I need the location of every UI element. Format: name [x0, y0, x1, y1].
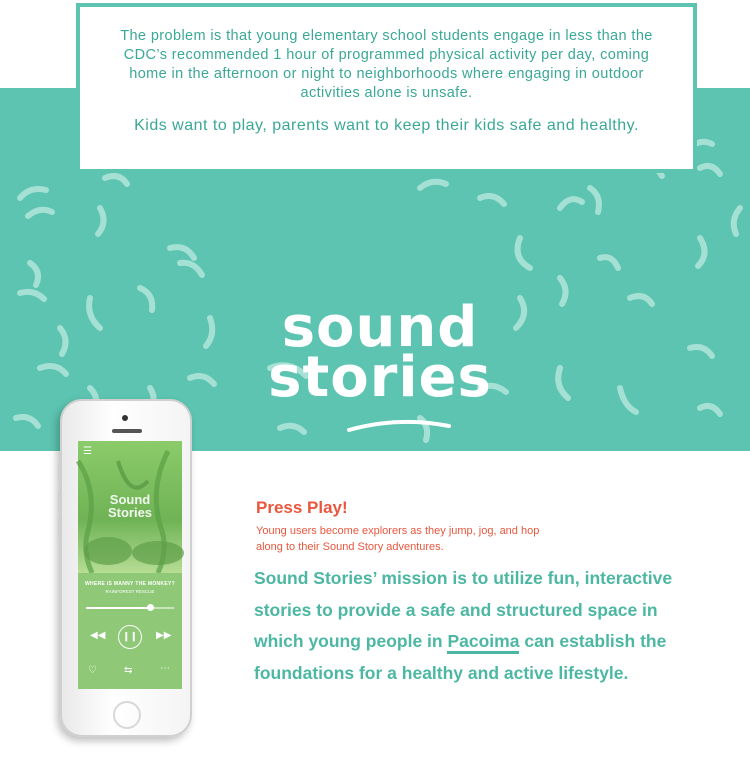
audio-player — [78, 573, 182, 689]
progress-fill — [86, 607, 150, 609]
heart-icon[interactable]: ♡ — [88, 665, 97, 676]
logo-swoosh — [345, 418, 455, 438]
screen-logo-line1: Sound — [109, 492, 151, 507]
logo-line-sound: sound — [281, 295, 479, 360]
hamburger-menu-icon[interactable]: ☰ — [83, 446, 92, 457]
more-icon[interactable]: ⋯ — [160, 663, 170, 674]
sound-stories-logo — [250, 295, 510, 410]
phone-mockup — [60, 399, 192, 737]
screen-logo — [78, 493, 182, 519]
fast-forward-icon[interactable]: ▶▶ — [156, 630, 172, 641]
song-subtitle: RAINFOREST RESCUE — [105, 589, 155, 594]
problem-tagline: Kids want to play, parents want to keep their kids safe and healthy. — [134, 117, 639, 134]
progress-bar[interactable] — [86, 607, 174, 609]
mission-highlight-pacoima: Pacoima — [447, 631, 519, 654]
phone-screen — [78, 441, 182, 689]
press-play-heading: Press Play! — [256, 498, 348, 517]
rewind-icon[interactable]: ◀◀ — [90, 630, 106, 641]
phone-mute-switch — [58, 465, 61, 479]
progress-handle[interactable] — [147, 604, 154, 611]
mission-statement — [254, 563, 674, 689]
story-cover-art — [78, 441, 182, 573]
press-play-tagline: PRESS PLAY — [313, 462, 467, 484]
press-play-description: Young users become explorers as they jump, jog, and hop along to their Sound Story adventures. — [256, 525, 540, 553]
problem-statement-box — [76, 3, 697, 173]
phone-volume-down — [58, 517, 61, 537]
pause-icon[interactable]: ❙❙ — [118, 625, 142, 649]
phone-home-button[interactable] — [113, 701, 141, 729]
screen-logo-line2: Stories — [107, 505, 153, 520]
song-title: WHERE IS MANNY THE MONKEY? — [85, 581, 175, 587]
problem-statement: The problem is that young elementary school students engage in less than the CDC’s recommended 1 hour of programmed physical activity per day, coming home in the afternoon or night to neighborhoods where engaging in outdoor activities alone is unsafe. — [120, 28, 653, 101]
repeat-icon[interactable]: ⇆ — [124, 665, 133, 676]
phone-volume-up — [58, 491, 61, 511]
phone-speaker — [112, 429, 142, 433]
mission-text-end: can establish the foundations for a healthy and active lifestyle. — [254, 631, 667, 683]
mission-text-start: Sound Stories’ mission is to utilize fun, interactive stories to provide a safe and structured space in which young people in — [254, 568, 673, 651]
logo-line-stories: stories — [268, 345, 492, 410]
phone-camera — [122, 415, 128, 421]
